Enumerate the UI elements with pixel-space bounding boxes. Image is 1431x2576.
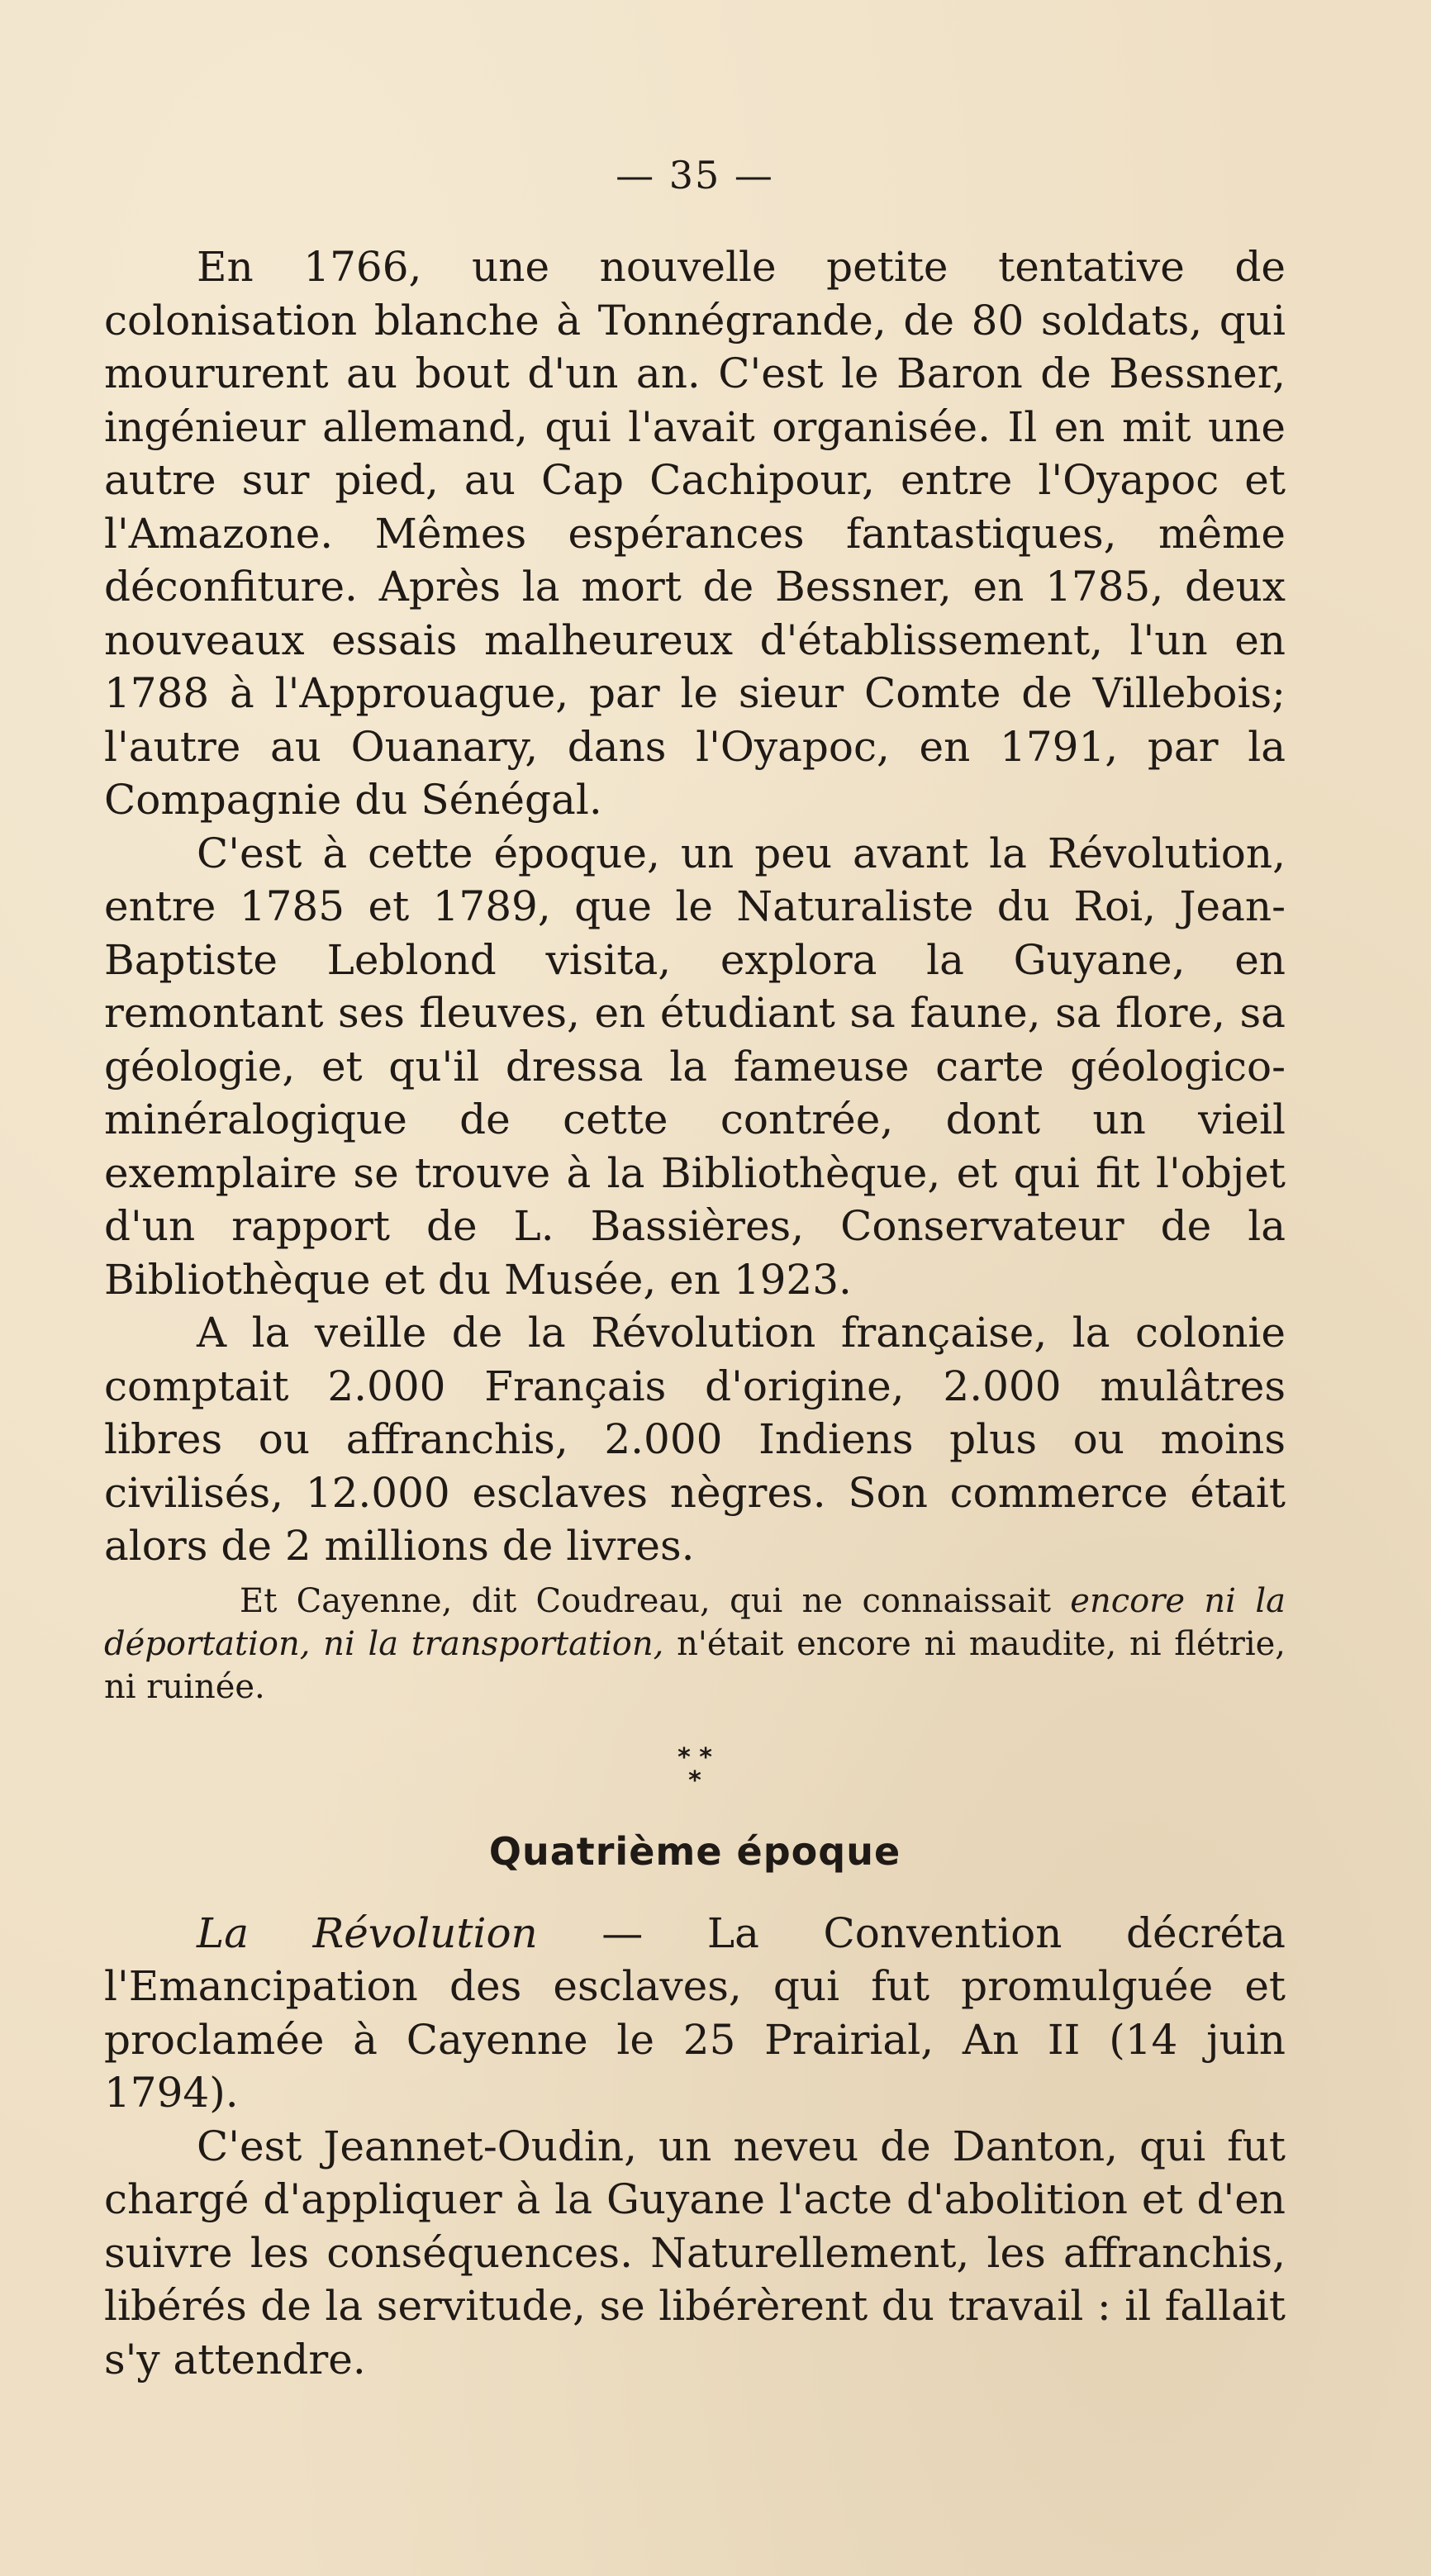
paragraph-leblond: C'est à cette époque, un peu avant la Révolution, entre 1785 et 1789, que le Naturaliste du Roi, Jean-Baptiste Leblond visita, explora la Guyane, en remontant ses fleuves, en étudiant sa faune, sa flore, sa géologie, et qu'il dressa la fameuse carte géologico-minéralogique de cette contrée, dont un vieil exemplaire se trouve à la Bibliothèque, et qui fit l'objet d'un rapport de L. Bassières, Conservateur de la Bibliothèque et du Musée, en 1923. <box>104 829 1286 1304</box>
asterism-bottom: * <box>688 1766 701 1795</box>
quote-italic: encore ni la déportation, ni la transportation, <box>104 1581 1286 1663</box>
asterism-divider <box>104 1742 1286 1795</box>
quote-coudreau <box>104 1580 1286 1709</box>
paragraph-revolution-text: — La Convention décréta l'Emancipation des esclaves, qui fut promulguée et proclamée à Cayenne le 25 Prairial, An II (14 juin 1794). <box>104 1908 1286 2117</box>
page-number: — 35 — <box>616 153 774 197</box>
paragraph-revolution <box>104 1907 1286 2120</box>
paragraph-population: A la veille de la Révolution française, la colonie comptait 2.000 Français d'origine, 2.000 mulâtres libres ou affranchis, 2.000 Indiens plus ou moins civilisés, 12.000 esclaves nègres. Son commerce était alors de 2 millions de livres. <box>104 1309 1286 1570</box>
book-page <box>104 153 1286 2386</box>
section-heading: Quatrième époque <box>488 1828 901 1874</box>
paragraph-jeannet-oudin: C'est Jeannet-Oudin, un neveu de Danton, qui fut chargé d'appliquer à la Guyane l'acte d'abolition et d'en suivre les conséquences. Naturellement, les affranchis, libérés de la servitude, se libérèrent du travail : il fallait s'y attendre. <box>104 2122 1286 2384</box>
asterism-top: * * <box>677 1742 712 1772</box>
quote-lead: Et Cayenne, dit Coudreau, qui ne connaissait <box>240 1581 1051 1620</box>
run-in-title: La Révolution <box>197 1908 538 1957</box>
paragraph-colonisation-attempts: En 1766, une nouvelle petite tentative de colonisation blanche à Tonnégrande, de 80 soldats, qui moururent au bout d'un an. C'est le Baron de Bessner, ingénieur allemand, qui l'avait organisée. Il en mit une autre sur pied, au Cap Cachipour, entre l'Oyapoc et l'Amazone. Mêmes espérances fantastiques, même déconfiture. Après la mort de Bessner, en 1785, deux nouveaux essais malheureux d'établissement, l'un en 1788 à l'Approuague, par le sieur Comte de Villebois; l'autre au Ouanary, dans l'Oyapoc, en 1791, par la Compagnie du Sénégal. <box>104 243 1286 824</box>
quote-tail: n'était encore ni maudite, ni flétrie, ni ruinée. <box>104 1624 1286 1706</box>
